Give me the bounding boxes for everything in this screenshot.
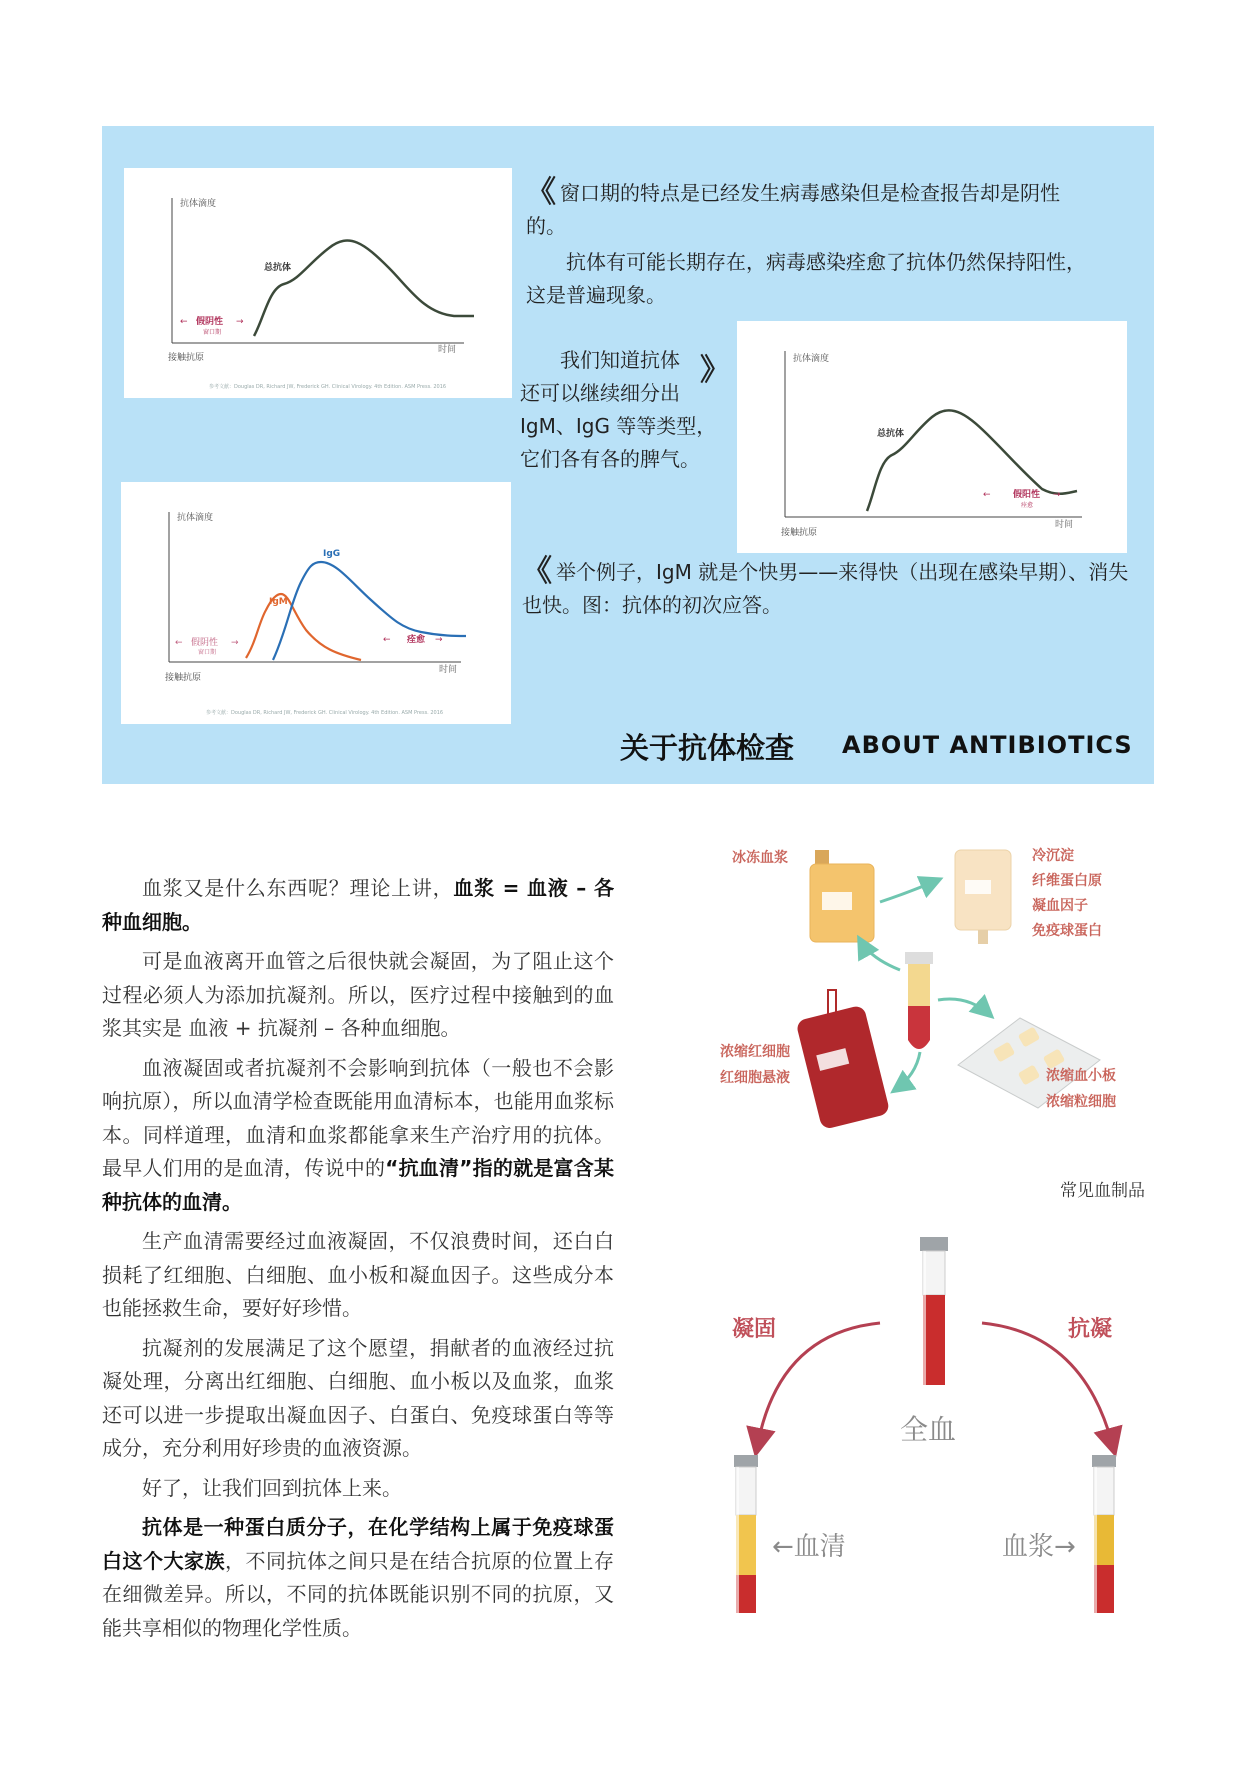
svg-text:→: →: [236, 317, 244, 327]
false-positive-label: 假阳性: [1013, 490, 1041, 500]
paragraph: 抗凝剂的发展满足了这个愿望，捐献者的血液经过抗凝处理，分离出红细胞、白细胞、血小板以及血浆，血浆还可以进一步提取出凝血因子、白蛋白、免疫球蛋白等等成分，充分利用好珍贵的血液资源。: [102, 1335, 614, 1460]
paragraph: 可是血液离开血管之后很快就会凝固，为了阻止这个过程必须人为添加抗凝剂。所以，医疗过程中接触到的血浆其实是 血液 + 抗凝剂 – 各种血细胞。: [102, 949, 614, 1040]
x-axis-label: 时间: [438, 345, 457, 355]
x-axis-label: 时间: [439, 665, 458, 675]
igg-curve: [273, 562, 466, 660]
y-axis-label: 抗体滴度: [793, 354, 830, 364]
recovery-label: 痊愈: [407, 635, 426, 645]
chart-total-antibody-recovery: [737, 321, 1127, 553]
quote-igm-example: 《 举个例子，IgM 就是个快男——来得快（出现在感染早期）、消失也快。图：抗体的初次应答。: [522, 554, 1129, 617]
coagulate-label: 凝固: [732, 1317, 777, 1342]
total-antibody-curve: [867, 410, 1077, 511]
rbc-bag-icon: [795, 990, 890, 1130]
origin-label: 接触抗原: [165, 673, 202, 683]
paragraph: 好了，让我们回到抗体上来。: [142, 1475, 402, 1500]
paragraph: 血液凝固或者抗凝剂不会影响到抗体（一般也不会影响抗原），所以血清学检查既能用血清标本，也能用血浆标本。同样道理，血清和血浆都能拿来生产治疗用的抗体。最早人们用的是血清，传说中的“抗血清”指的就是富含某种抗体的血清。: [102, 1055, 615, 1214]
origin-label: 接触抗原: [781, 528, 818, 538]
quote-window-period: 《 窗口期的特点是已经发生病毒感染但是检查报告却是阴性的。 抗体有可能长期存在，病毒感染痊愈了抗体仍然保持阳性，这是普遍现象。: [526, 175, 1086, 307]
plasma-tube-icon: [1092, 1455, 1116, 1613]
section-title-en: ABOUT ANTIBIOTICS: [842, 731, 1133, 759]
curve-label: 总抗体: [264, 263, 292, 273]
cryo-label: 冷沉淀: [1032, 848, 1074, 864]
blood-products-illustration: [720, 840, 1160, 1170]
source-note: 参考文献：Douglas DR, Richard JW, Frederick GH. Clinical Virology. 4th Edition. ASM Press. 2016: [206, 710, 444, 716]
whole-blood-tube-icon: [920, 1237, 948, 1385]
illustration-caption: 常见血制品: [1060, 1181, 1145, 1201]
serum-label: ←血清: [772, 1532, 846, 1562]
recovery-label: 痊愈: [1021, 502, 1034, 509]
y-axis-label: 抗体滴度: [180, 199, 217, 209]
plasma-bag-icon: [810, 850, 874, 942]
igg-label: IgG: [323, 549, 341, 559]
rbc-suspension-label: 红细胞悬液: [720, 1070, 790, 1086]
anticoagulate-label: 抗凝: [1068, 1317, 1113, 1342]
svg-text:←: ←: [383, 635, 391, 645]
whole-blood-label: 全血: [900, 1413, 957, 1446]
quote-close-icon: 》: [700, 353, 724, 388]
igm-curve: [246, 594, 361, 660]
svg-text:←: ←: [180, 317, 188, 327]
quote-open-icon: 《: [522, 554, 546, 589]
source-note: 参考文献：Douglas DR, Richard JW, Frederick GH. Clinical Virology. 4th Edition. ASM Press. 2016: [209, 384, 447, 390]
quote-antibody-types: 我们知道抗体 还可以继续细分出 IgM、IgG 等等类型， 它们各有各的脾气。: [520, 348, 717, 471]
article-body: [102, 872, 614, 1651]
whole-blood-tubes-illustration: [720, 1225, 1150, 1655]
origin-label: 接触抗原: [168, 353, 205, 363]
centrifuge-tube-icon: [905, 952, 933, 1049]
total-antibody-curve: [254, 241, 474, 336]
x-axis-label: 时间: [1055, 520, 1074, 530]
section-title-cn: 关于抗体检查: [620, 731, 795, 765]
svg-text:←: ←: [175, 638, 183, 648]
paragraph: 抗体是一种蛋白质分子，在化学结构上属于免疫球蛋白这个大家族，不同抗体之间只是在结合抗原的位置上存在细微差异。所以，不同的抗体既能识别不同的抗原，又能共享相似的物理化学性质。: [102, 1515, 614, 1640]
cryo-bag-icon: [955, 850, 1011, 944]
svg-text:→: →: [231, 638, 239, 648]
igm-label: IgM: [269, 597, 288, 607]
plasma-label: 血浆→: [1002, 1532, 1076, 1562]
svg-text:→: →: [1053, 490, 1061, 500]
curve-label: 总抗体: [877, 429, 905, 439]
false-negative-label: 假阴性: [196, 317, 224, 327]
serum-tube-icon: [734, 1455, 758, 1613]
y-axis-label: 抗体滴度: [177, 513, 214, 523]
svg-text:←: ←: [983, 490, 991, 500]
clotting-factor-label: 凝血因子: [1032, 898, 1088, 914]
false-negative-label: 假阴性: [191, 638, 219, 648]
window-period-label: 窗口期: [198, 649, 217, 656]
immunoglobulin-label: 免疫球蛋白: [1032, 923, 1102, 939]
packed-rbc-label: 浓缩红细胞: [720, 1044, 790, 1060]
frozen-plasma-label: 冰冻血浆: [732, 850, 788, 866]
window-period-label: 窗口期: [203, 329, 222, 336]
paragraph: 血浆又是什么东西呢？理论上讲，血浆 = 血液 – 各种血细胞。: [102, 876, 615, 934]
paragraph: 生产血清需要经过血液凝固，不仅浪费时间，还白白损耗了红细胞、白细胞、血小板和凝血因子。这些成分本也能拯救生命，要好好珍惜。: [102, 1229, 614, 1320]
granulocyte-label: 浓缩粒细胞: [1046, 1094, 1116, 1110]
svg-text:→: →: [435, 635, 443, 645]
fibrinogen-label: 纤维蛋白原: [1032, 873, 1102, 889]
chart-total-antibody-window: [124, 168, 512, 398]
chart-igm-igg-response: [121, 482, 511, 724]
quote-open-icon: 《: [526, 175, 550, 210]
platelet-label: 浓缩血小板: [1046, 1068, 1116, 1084]
